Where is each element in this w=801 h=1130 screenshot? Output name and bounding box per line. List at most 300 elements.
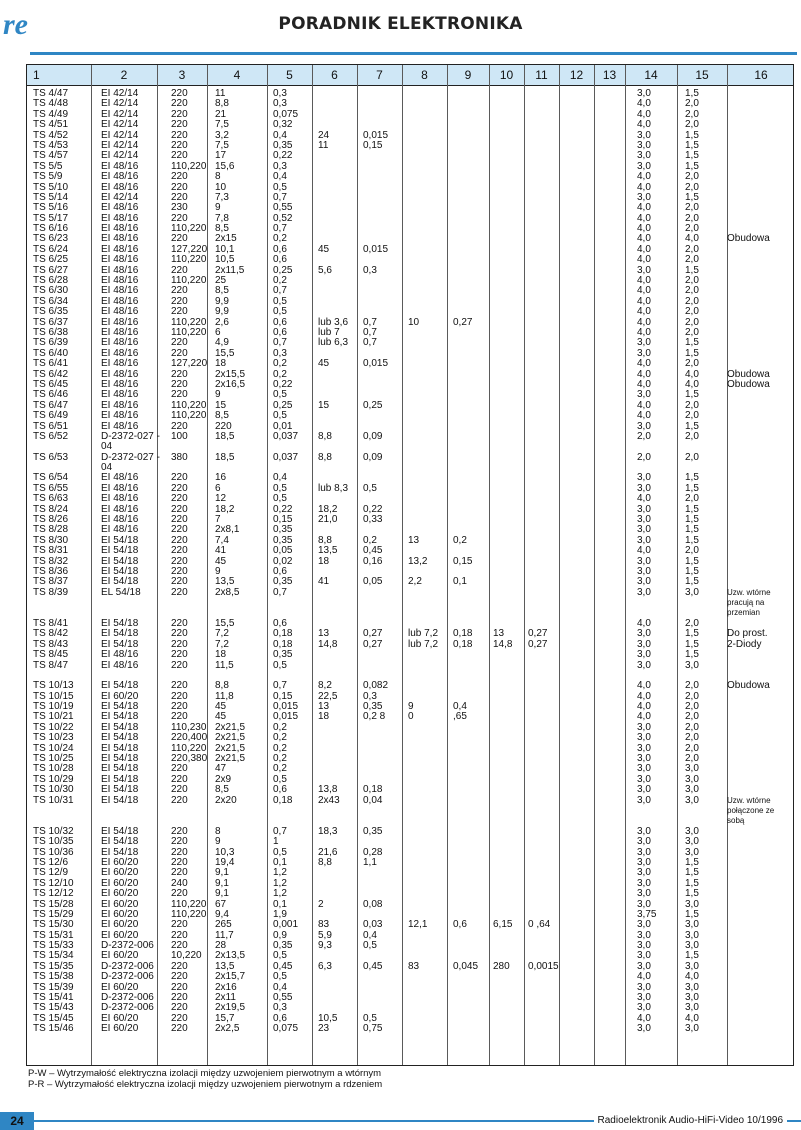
table-row	[27, 1014, 793, 1024]
cell-col-15: 2,0	[685, 680, 699, 692]
cell-col-8: lub 7,2	[408, 628, 439, 640]
cell-col-1: TS 10/29	[33, 773, 74, 785]
cell-col-3: 220	[171, 846, 188, 858]
column-header-8: 8	[421, 68, 428, 82]
cell-col-3: 230	[171, 202, 188, 214]
cell-col-5: 0,9	[273, 929, 287, 941]
cell-col-3: 220	[171, 888, 188, 900]
cell-col-15: 2,0	[685, 545, 699, 557]
cell-col-1: TS 6/54	[33, 472, 69, 484]
table-row	[27, 640, 793, 650]
cell-col-14: 4,0	[637, 233, 651, 245]
cell-col-7: 0,5	[363, 1012, 377, 1024]
cell-col-14: 4,0	[637, 711, 651, 723]
cell-col-4: 2x21,5	[215, 721, 246, 733]
cell-col-7: 0,2 8	[363, 711, 386, 723]
cell-col-3: 220	[171, 981, 188, 993]
cell-col-3: 220	[171, 940, 188, 952]
cell-col-9: 0,4	[453, 701, 467, 713]
cell-col-4: 9	[215, 389, 221, 401]
cell-col-5: 0,5	[273, 971, 287, 983]
cell-col-3: 110,220	[171, 254, 207, 266]
cell-col-15: 3,0	[685, 586, 699, 598]
cell-col-2: EI 48/16	[101, 482, 139, 494]
table-row	[27, 650, 793, 660]
cell-col-5: 0,15	[273, 514, 293, 526]
cell-col-15: 1,5	[685, 139, 699, 151]
cell-col-14: 4,0	[637, 285, 651, 297]
cell-col-15: 3,0	[685, 763, 699, 775]
cell-col-14: 3,0	[637, 638, 651, 650]
column-header-6: 6	[331, 68, 338, 82]
cell-col-14: 3,0	[637, 576, 651, 588]
cell-col-14: 3,0	[637, 940, 651, 952]
cell-col-1: TS 15/28	[33, 898, 74, 910]
cell-col-3: 110,220	[171, 410, 207, 422]
cell-col-2: EI 42/14	[101, 98, 139, 110]
cell-col-15: 1,5	[685, 337, 699, 349]
table-row	[27, 775, 793, 785]
cell-col-14: 3,0	[637, 867, 651, 879]
cell-col-14: 4,0	[637, 171, 651, 183]
cell-col-4: 2x21,5	[215, 732, 246, 744]
cell-col-3: 220	[171, 347, 188, 359]
cell-col-4: 2x8,1	[215, 524, 240, 536]
table-row	[27, 151, 793, 161]
cell-col-7: 0,3	[363, 264, 377, 276]
cell-col-2: EI 48/16	[101, 337, 139, 349]
cell-col-5: 0,52	[273, 212, 293, 224]
cell-col-15: 1,5	[685, 877, 699, 889]
cell-col-3: 220	[171, 337, 188, 349]
cell-col-7: 0,015	[363, 129, 389, 141]
cell-col-14: 3,0	[637, 794, 651, 806]
cell-col-14: 4,0	[637, 275, 651, 287]
cell-col-7: 0,16	[363, 555, 383, 567]
cell-col-14: 3,0	[637, 1002, 651, 1014]
cell-col-1: TS 5/9	[33, 171, 63, 183]
cell-col-2: EI 48/16	[101, 295, 139, 307]
footnotes	[28, 1068, 382, 1090]
cell-col-4: 2x19,5	[215, 1002, 246, 1014]
cell-col-7: 1,1	[363, 856, 377, 868]
cell-col-1: TS 10/30	[33, 784, 74, 796]
cell-col-2: EI 60/20	[101, 950, 139, 962]
cell-col-5: 0,5	[273, 773, 287, 785]
cell-col-14: 3,0	[637, 753, 651, 765]
cell-col-1: TS 4/53	[33, 139, 69, 151]
cell-col-15: 2,0	[685, 410, 699, 422]
cell-col-3: 110,220	[171, 275, 207, 287]
cell-col-1: TS 4/48	[33, 98, 69, 110]
cell-col-3: 110,220	[171, 742, 207, 754]
cell-col-4: 4,9	[215, 337, 229, 349]
cell-col-6: 13,8	[318, 784, 338, 796]
cell-col-3: 220	[171, 784, 188, 796]
cell-col-14: 3,0	[637, 150, 651, 162]
column-header-4: 4	[233, 68, 241, 82]
cell-col-5: 0,45	[273, 960, 293, 972]
cell-col-14: 4,0	[637, 378, 651, 390]
cell-col-16: Obudowa	[727, 378, 770, 390]
cell-col-3: 220	[171, 233, 188, 245]
cell-col-1: TS 10/19	[33, 701, 74, 713]
cell-col-7: 0,3	[363, 690, 377, 702]
table-row	[27, 764, 793, 774]
column-header-16: 16	[754, 68, 768, 82]
cell-col-3: 110,220	[171, 326, 207, 338]
cell-col-3: 220	[171, 212, 188, 224]
table-row	[27, 89, 793, 99]
cell-col-3: 220	[171, 389, 188, 401]
cell-col-7: 0,33	[363, 514, 383, 526]
table-row	[27, 162, 793, 172]
cell-col-4: 17	[215, 150, 227, 162]
cell-col-15: 4,0	[685, 378, 699, 390]
cell-col-5: 0,22	[273, 378, 293, 390]
table-row	[27, 733, 793, 743]
cell-col-4: 9	[215, 202, 221, 214]
cell-col-7: 0,27	[363, 628, 383, 640]
table-row	[27, 557, 793, 567]
cell-col-1: TS 6/42	[33, 368, 69, 380]
cell-col-2: EI 48/16	[101, 410, 139, 422]
cell-col-14: 3,0	[637, 586, 651, 598]
cell-col-1: TS 15/29	[33, 908, 74, 920]
cell-col-16: Obudowa	[727, 680, 770, 692]
cell-col-1: TS 8/32	[33, 555, 69, 567]
cell-col-3: 220	[171, 545, 188, 557]
cell-col-4: 2x8,5	[215, 586, 240, 598]
cell-col-1: TS 6/41	[33, 358, 69, 370]
cell-col-3: 220,400	[171, 732, 208, 744]
cell-col-2: EI 60/20	[101, 1012, 139, 1024]
cell-col-5: 0,5	[273, 950, 287, 962]
table-row	[27, 712, 793, 722]
cell-col-4: 10,1	[215, 243, 235, 255]
cell-col-8: 13,2	[408, 555, 428, 567]
cell-col-16: Uzw. wtórne pracują na przemian	[727, 587, 771, 617]
cell-col-15: 1,5	[685, 160, 699, 172]
cell-col-5: 0,7	[273, 223, 287, 235]
cell-col-15: 1,5	[685, 576, 699, 588]
cell-col-5: 0,5	[273, 181, 287, 193]
cell-col-2: EI 54/18	[101, 825, 139, 837]
cell-col-14: 2,0	[637, 430, 651, 442]
cell-col-5: 0,4	[273, 472, 287, 484]
table-row	[27, 432, 793, 453]
cell-col-15: 3,0	[685, 960, 699, 972]
cell-col-14: 4,0	[637, 181, 651, 193]
cell-col-16: Obudowa	[727, 233, 770, 245]
cell-col-2: EI 48/16	[101, 212, 139, 224]
cell-col-15: 4,0	[685, 1012, 699, 1024]
cell-col-2: EI 54/18	[101, 773, 139, 785]
cell-col-4: 8	[215, 825, 221, 837]
cell-col-14: 3,0	[637, 534, 651, 546]
cell-col-15: 2,0	[685, 223, 699, 235]
cell-col-4: 2x15,7	[215, 971, 246, 983]
cell-col-1: TS 5/14	[33, 191, 69, 203]
cell-col-2: EI 54/18	[101, 836, 139, 848]
cell-col-5: 1	[273, 836, 279, 848]
journal-credit: Radioelektronik Audio-HiFi-Video 10/1996	[594, 1114, 787, 1128]
cell-col-3: 220	[171, 617, 188, 629]
cell-col-6: 13	[318, 628, 330, 640]
cell-col-4: 2x2,5	[215, 1023, 240, 1035]
cell-col-14: 4,0	[637, 690, 651, 702]
cell-col-16: Do prost.	[727, 628, 768, 640]
cell-col-5: 0,01	[273, 420, 293, 432]
cell-col-15: 1,5	[685, 389, 699, 401]
table-row	[27, 193, 793, 203]
cell-col-5: 1,2	[273, 888, 287, 900]
cell-col-7: 0,18	[363, 784, 383, 796]
cell-col-4: 18,2	[215, 503, 235, 515]
cell-col-14: 2,0	[637, 451, 651, 463]
cell-col-15: 1,5	[685, 88, 699, 99]
cell-col-15: 1,5	[685, 472, 699, 484]
cell-col-5: 0,5	[273, 846, 287, 858]
cell-col-14: 4,0	[637, 326, 651, 338]
cell-col-4: 12	[215, 493, 227, 505]
cell-col-11: 0,27	[528, 628, 548, 640]
cell-col-1: TS 6/46	[33, 389, 69, 401]
cell-col-3: 220	[171, 368, 188, 380]
cell-col-15: 1,5	[685, 856, 699, 868]
cell-col-10: 280	[493, 960, 510, 972]
cell-col-6: 41	[318, 576, 330, 588]
cell-col-5: 0,6	[273, 243, 287, 255]
cell-col-6: 5,6	[318, 264, 332, 276]
cell-col-7: 0,015	[363, 243, 389, 255]
cell-col-2: EI 54/18	[101, 617, 139, 629]
cell-col-14: 3,0	[637, 160, 651, 172]
cell-col-3: 220	[171, 150, 188, 162]
cell-col-2: EI 48/16	[101, 171, 139, 183]
cell-col-2: D-2372-006	[101, 1002, 154, 1014]
cell-col-5: 0,6	[273, 566, 287, 577]
cell-col-3: 220	[171, 836, 188, 848]
cell-col-2: EI 60/20	[101, 908, 139, 920]
column-header-7: 7	[376, 68, 383, 82]
cell-col-2: D-2372-027 -04	[101, 451, 160, 474]
cell-col-2: EI 48/16	[101, 472, 139, 484]
cell-col-8: 83	[408, 960, 420, 972]
column-header-11: 11	[535, 68, 548, 82]
cell-col-15: 2,0	[685, 306, 699, 318]
cell-col-7: 0,45	[363, 960, 383, 972]
cell-col-15: 2,0	[685, 617, 699, 629]
cell-col-8: 13	[408, 534, 420, 546]
cell-col-3: 220	[171, 649, 188, 661]
cell-col-15: 1,5	[685, 950, 699, 962]
cell-col-1: TS 6/35	[33, 306, 69, 318]
table-row	[27, 234, 793, 244]
cell-col-1: TS 4/49	[33, 108, 69, 120]
table-row	[27, 297, 793, 307]
cell-col-7: 0,15	[363, 139, 383, 151]
cell-col-4: 28	[215, 940, 227, 952]
cell-col-1: TS 4/47	[33, 88, 69, 99]
cell-col-3: 220	[171, 659, 188, 671]
cell-col-11: 0 ,64	[528, 919, 551, 931]
cell-col-5: 0,6	[273, 1012, 287, 1024]
cell-col-15: 2,0	[685, 493, 699, 505]
cell-col-5: 0,6	[273, 784, 287, 796]
cell-col-15: 1,5	[685, 638, 699, 650]
cell-col-2: EI 54/18	[101, 638, 139, 650]
table-row	[27, 255, 793, 265]
cell-col-1: TS 6/37	[33, 316, 69, 328]
cell-col-1: TS 6/63	[33, 493, 69, 505]
cell-col-2: D-2372-006	[101, 992, 154, 1004]
cell-col-1: TS 6/25	[33, 254, 69, 266]
footnote-pr: P-R – Wytrzymałość elektryczna izolacji między uzwojeniem pierwotnym a rdzeniem	[28, 1079, 383, 1090]
cell-col-14: 3,0	[637, 763, 651, 775]
cell-col-6: lub 6,3	[318, 337, 349, 349]
cell-col-3: 220	[171, 285, 188, 297]
cell-col-5: 0,18	[273, 794, 293, 806]
cell-col-4: 15,7	[215, 1012, 235, 1024]
cell-col-5: 0,037	[273, 451, 299, 463]
cell-col-5: 0,075	[273, 1023, 299, 1035]
cell-col-15: 2,0	[685, 119, 699, 131]
cell-col-1: TS 4/57	[33, 150, 69, 162]
table-row	[27, 920, 793, 930]
cell-col-2: EI 54/18	[101, 732, 139, 744]
cell-col-4: 2x21,5	[215, 753, 246, 765]
cell-col-2: D-2372-027 -04	[101, 430, 160, 453]
cell-col-7: 0,45	[363, 545, 383, 557]
cell-col-6: 18	[318, 711, 330, 723]
cell-col-7: 0,09	[363, 430, 383, 442]
table-row	[27, 889, 793, 899]
cell-col-2: EI 60/20	[101, 981, 139, 993]
cell-col-7: 0,015	[363, 358, 389, 370]
cell-col-5: 0,4	[273, 981, 287, 993]
cell-col-2: EI 42/14	[101, 129, 139, 141]
cell-col-1: TS 10/23	[33, 732, 74, 744]
cell-col-5: 0,015	[273, 711, 299, 723]
cell-col-14: 3,0	[637, 649, 651, 661]
cell-col-14: 3,0	[637, 88, 651, 99]
cell-col-14: 3,0	[637, 514, 651, 526]
cell-col-1: TS 6/51	[33, 420, 69, 432]
cell-col-1: TS 6/47	[33, 399, 69, 411]
cell-col-3: 220	[171, 534, 188, 546]
cell-col-11: 0,0015	[528, 960, 559, 972]
column-header-14: 14	[644, 68, 658, 82]
cell-col-3: 220	[171, 929, 188, 941]
cell-col-14: 4,0	[637, 358, 651, 370]
cell-col-2: EI 54/18	[101, 721, 139, 733]
cell-col-3: 220	[171, 773, 188, 785]
cell-col-2: EI 54/18	[101, 566, 139, 577]
cell-col-15: 2,0	[685, 711, 699, 723]
cell-col-15: 4,0	[685, 971, 699, 983]
cell-col-6: 83	[318, 919, 330, 931]
cell-col-8: lub 7,2	[408, 638, 439, 650]
cell-col-15: 2,0	[685, 451, 699, 463]
cell-col-1: TS 5/17	[33, 212, 69, 224]
cell-col-2: EI 48/16	[101, 399, 139, 411]
cell-col-6: 18,3	[318, 825, 338, 837]
cell-col-4: 10	[215, 181, 227, 193]
page-number: 24	[0, 1112, 34, 1130]
cell-col-4: 2x11,5	[215, 264, 245, 276]
cell-col-11: 0,27	[528, 638, 548, 650]
cell-col-5: 0,7	[273, 825, 287, 837]
cell-col-5: 0,2	[273, 233, 287, 245]
cell-col-4: 11,5	[215, 659, 234, 671]
table-row	[27, 681, 793, 691]
cell-col-5: 0,2	[273, 275, 287, 287]
cell-col-6: 45	[318, 358, 330, 370]
table-row	[27, 349, 793, 359]
cell-col-3: 220	[171, 472, 188, 484]
cell-col-10: 6,15	[493, 919, 513, 931]
cell-col-3: 110,220	[171, 160, 207, 172]
cell-col-1: TS 8/28	[33, 524, 69, 536]
cell-col-2: EL 54/18	[101, 586, 141, 598]
cell-col-2: EI 54/18	[101, 763, 139, 775]
cell-col-1: TS 8/42	[33, 628, 69, 640]
cell-col-5: 0,25	[273, 264, 293, 276]
table-row	[27, 827, 793, 837]
cell-col-6: 2x43	[318, 794, 340, 806]
cell-col-5: 0,15	[273, 690, 293, 702]
cell-col-7: 0,5	[363, 482, 377, 494]
cell-col-14: 3,0	[637, 1023, 651, 1035]
cell-col-2: EI 48/16	[101, 285, 139, 297]
cell-col-1: TS 10/31	[33, 794, 74, 806]
cell-col-7: 0,082	[363, 680, 389, 692]
cell-col-15: 2,0	[685, 171, 699, 183]
cell-col-3: 220	[171, 586, 188, 598]
cell-col-4: 7,2	[215, 638, 229, 650]
cell-col-3: 220	[171, 555, 188, 567]
cell-col-14: 3,0	[637, 898, 651, 910]
transformer-table	[26, 64, 794, 1066]
cell-col-3: 220	[171, 638, 188, 650]
cell-col-4: 10,5	[215, 254, 235, 266]
cell-col-1: TS 10/36	[33, 846, 74, 858]
table-row	[27, 484, 793, 494]
cell-col-1: TS 10/22	[33, 721, 74, 733]
cell-col-3: 240	[171, 877, 188, 889]
cell-col-15: 2,0	[685, 212, 699, 224]
cell-col-15: 2,0	[685, 701, 699, 713]
cell-col-3: 220	[171, 514, 188, 526]
cell-col-14: 3,0	[637, 659, 651, 671]
table-row	[27, 744, 793, 754]
cell-col-1: TS 6/53	[33, 451, 69, 463]
cell-col-3: 220	[171, 524, 188, 536]
table-row	[27, 99, 793, 109]
cell-col-1: TS 6/52	[33, 430, 69, 442]
cell-col-7: 0,7	[363, 316, 377, 328]
cell-col-5: 0,5	[273, 659, 287, 671]
column-header-3: 3	[178, 68, 186, 82]
cell-col-5: 0,015	[273, 701, 299, 713]
cell-col-2: EI 48/16	[101, 358, 139, 370]
cell-col-2: EI 48/16	[101, 347, 139, 359]
table-row	[27, 941, 793, 951]
cell-col-15: 2,0	[685, 295, 699, 307]
table-row	[27, 318, 793, 328]
cell-col-1: TS 15/46	[33, 1023, 74, 1035]
